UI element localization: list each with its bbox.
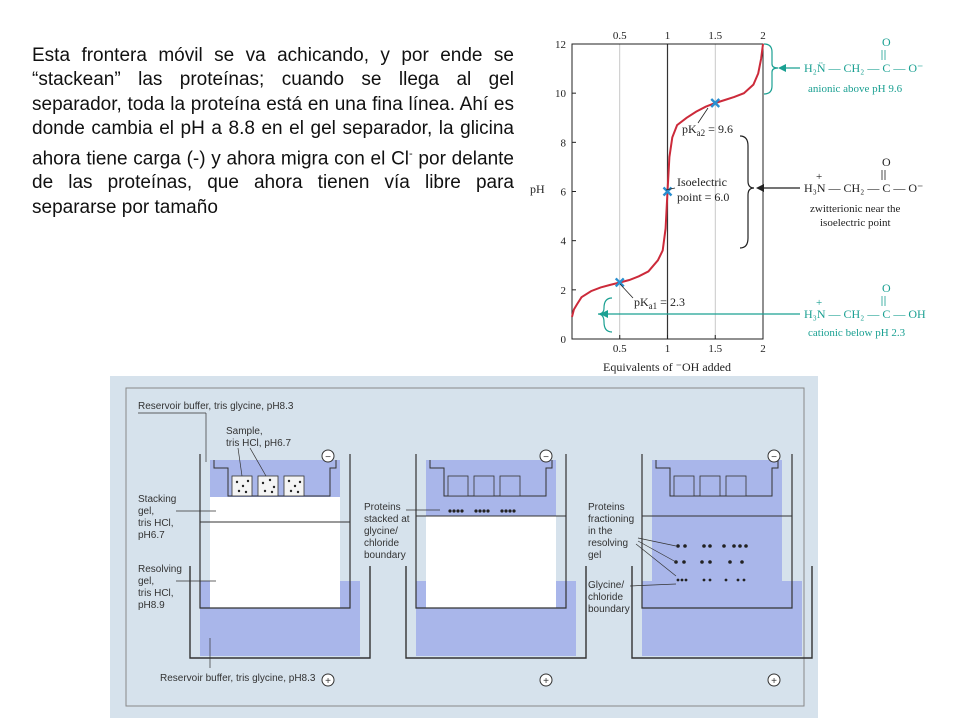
svg-text:−: − <box>325 452 331 463</box>
svg-text:−: − <box>771 452 777 463</box>
fractioning-label-4: resolving <box>588 538 629 549</box>
y-tick-label-1: 2 <box>560 284 566 297</box>
x-axis-label: Equivalents of ⁻OH added <box>603 360 731 374</box>
x-tick-label-3: 1.5 <box>708 343 723 355</box>
svg-text:anionic above pH 9.6: anionic above pH 9.6 <box>808 83 903 95</box>
y-tick-label-6: 12 <box>555 39 566 51</box>
y-tick-label-5: 10 <box>555 88 566 101</box>
gel-diagram <box>110 376 818 718</box>
fractioning-label-5: gel <box>588 550 602 561</box>
resolving-label-1: Resolving <box>138 564 182 575</box>
svg-text:H₃N — CH₂ — C — O⁻: H₃N — CH₂ — C — O⁻ <box>804 181 924 195</box>
pka2-label: $pK_{a2} = 9.6$ <box>682 122 733 138</box>
x-tick-label-1: 0.5 <box>612 343 627 355</box>
svg-text:H₃N — CH₂ — C — OH: H₃N — CH₂ — C — OH <box>804 307 926 321</box>
sample-label-1: Sample, <box>226 426 263 437</box>
stacked-label-4: chloride <box>364 538 400 549</box>
stacking-label-3: tris HCl, <box>138 518 174 529</box>
y-tick-label-4: 8 <box>560 137 566 150</box>
pka1-label: $pK_{a1} = 2.3$ <box>634 295 685 311</box>
reservoir-top-label: Reservoir buffer, tris glycine, pH8.3 <box>138 401 294 412</box>
titration-chart <box>520 26 960 376</box>
fractioning-label-3: in the <box>588 526 613 537</box>
x-top-tick-label-2: 1.5 <box>708 30 723 42</box>
y-tick-label-2: 4 <box>560 235 566 248</box>
svg-text:+: + <box>816 171 823 183</box>
stacked-label-1: Proteins <box>364 502 401 513</box>
resolving-label-2: gel, <box>138 576 155 587</box>
boundary-label-1: Glycine/ <box>588 580 625 591</box>
stacked-label-2: stacked at <box>364 514 410 525</box>
resolving-label-4: pH8.9 <box>138 600 165 611</box>
x-top-tick-label-1: 1 <box>664 30 671 42</box>
boundary-label-3: boundary <box>588 604 630 615</box>
svg-text:cationic below pH 2.3: cationic below pH 2.3 <box>808 327 906 339</box>
svg-text:−: − <box>543 452 549 463</box>
svg-text:+: + <box>816 297 823 309</box>
svg-text:zwitterionic near the: zwitterionic near the <box>810 203 901 215</box>
svg-text:+: + <box>771 676 777 687</box>
resolving-label-3: tris HCl, <box>138 588 174 599</box>
fractioning-label-1: Proteins <box>588 502 625 513</box>
sample-well-2 <box>258 476 278 496</box>
svg-text:H₂N̈ — CH₂ — C — O⁻: H₂N̈ — CH₂ — C — O⁻ <box>804 61 924 75</box>
sample-label-2: tris HCl, pH6.7 <box>226 438 292 449</box>
svg-text:+: + <box>325 676 331 687</box>
x-tick-label-4: 2 <box>760 343 766 355</box>
svg-text:isoelectric point: isoelectric point <box>820 217 891 229</box>
isoelectric-label-2: point = 6.0 <box>677 190 730 204</box>
x-tick-label-2: 1 <box>664 343 671 355</box>
stacked-label-5: boundary <box>364 550 406 561</box>
svg-text:+: + <box>543 676 549 687</box>
stacking-label-4: pH6.7 <box>138 530 165 541</box>
y-axis-label: pH <box>530 182 545 196</box>
stacked-label-3: glycine/ <box>364 526 398 537</box>
x-top-tick-label-0: 0.5 <box>612 30 627 42</box>
boundary-label-2: chloride <box>588 592 624 603</box>
isoelectric-label-1: Isoelectric <box>677 175 727 189</box>
fractioning-label-2: fractioning <box>588 514 635 525</box>
svg-text:O: O <box>882 155 891 169</box>
explanation-paragraph: Esta frontera móvil se va achicando, y por ende se “stackean” las proteínas; cuando se llega al gel separador, toda la proteína está en una fina línea. Ahí es donde cambia el pH a 8.8 en el gel separador, la glicina ahora tiene carga (-) y ahora migra con el Cl- por delante de las proteínas, que ahora tienen vía libre para separarse por tamaño <box>32 45 514 218</box>
y-tick-label-3: 6 <box>560 186 566 199</box>
svg-text:O: O <box>882 35 891 49</box>
y-tick-label-0: 0 <box>560 334 566 346</box>
stacking-label-1: Stacking <box>138 494 177 505</box>
reservoir-bottom-label: Reservoir buffer, tris glycine, pH8.3 <box>160 673 316 684</box>
svg-text:O: O <box>882 281 891 295</box>
x-top-tick-label-3: 2 <box>760 30 766 42</box>
stacking-label-2: gel, <box>138 506 155 517</box>
